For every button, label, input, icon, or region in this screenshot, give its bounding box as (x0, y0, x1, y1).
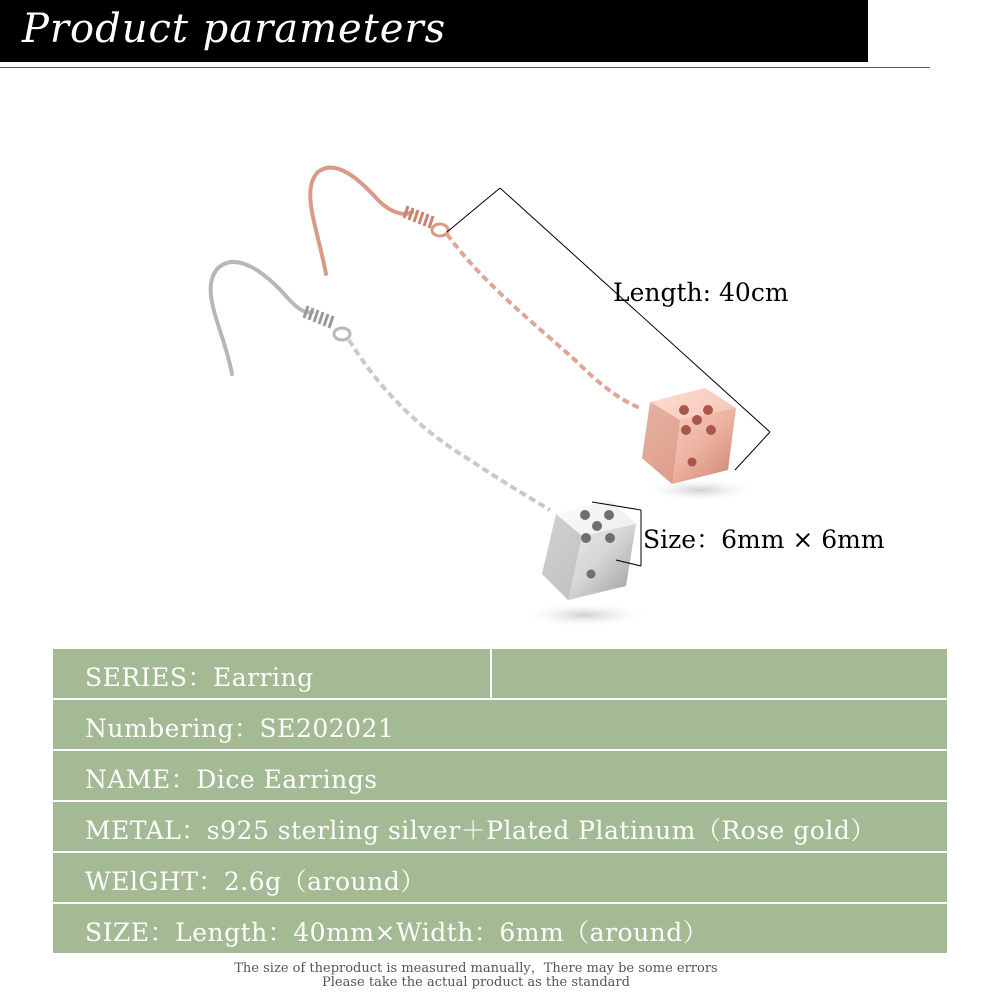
rose-gold-hook (310, 168, 412, 274)
spec-cell-divider (490, 649, 492, 698)
silver-hook (211, 262, 312, 374)
silver-die-shadow (520, 602, 650, 628)
spec-row-size (53, 904, 947, 953)
silver-die (542, 500, 636, 600)
spec-numbering-text: Numbering：SE202021 (85, 714, 395, 743)
rose-gold-earring (310, 168, 760, 502)
silver-coil (304, 306, 333, 328)
spec-row-series (53, 649, 947, 698)
spec-weight-text: WElGHT：2.6g（around） (85, 867, 426, 896)
spec-row-numbering (53, 700, 947, 749)
spec-row-weight (53, 853, 947, 902)
spec-name-text: NAME：Dice Earrings (85, 765, 378, 794)
footnote-line-2: Please take the actual product as the standard (322, 975, 630, 990)
length-label: Length: 40cm (613, 278, 789, 307)
rose-gold-chain (447, 234, 640, 408)
silver-loop (334, 328, 350, 340)
spec-row-metal (53, 802, 947, 851)
spec-series-text: SERIES：Earring (85, 663, 314, 692)
rose-gold-coil (404, 206, 433, 228)
rose-gold-loop (432, 224, 448, 236)
footnote-line-1: The size of theproduct is measured manually，There may be some errors (234, 961, 718, 976)
size-label: Size：6mm × 6mm (643, 525, 885, 554)
rose-gold-die-shadow (640, 478, 760, 502)
silver-earring (211, 262, 650, 628)
page-title: Product parameters (22, 6, 447, 52)
spec-row-name (53, 751, 947, 800)
silver-chain (349, 340, 550, 510)
rose-gold-die (642, 388, 736, 484)
spec-metal-text: METAL：s925 sterling silver＋Plated Platinum（Rose gold） (85, 816, 876, 845)
spec-size-text: SIZE：Length：40mm×Width：6mm（around） (85, 918, 709, 947)
